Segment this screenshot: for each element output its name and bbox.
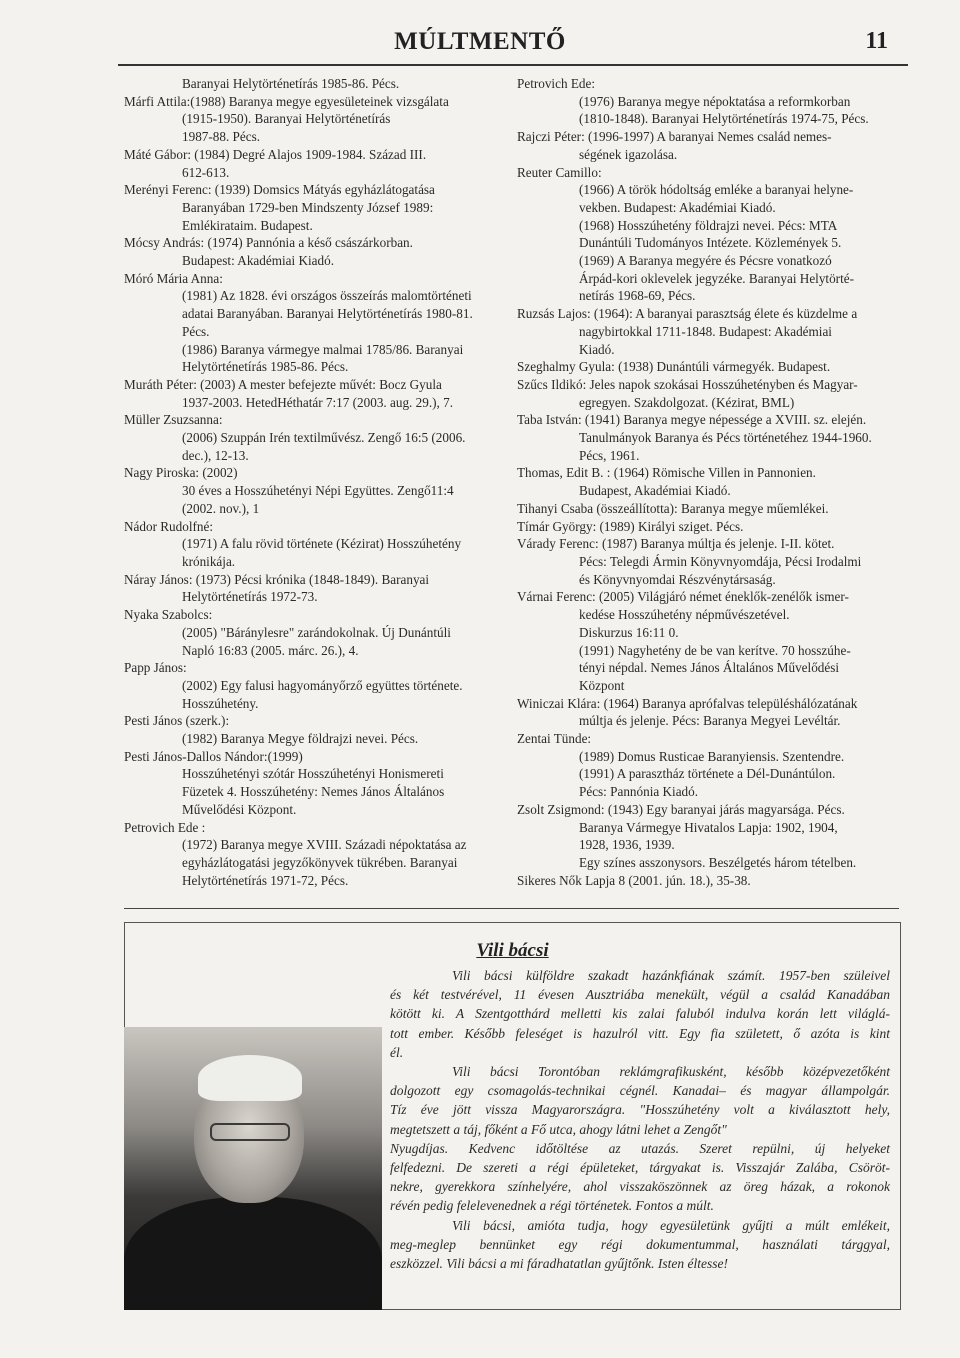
bibliography-line: Helytörténetírás 1971-72, Pécs. bbox=[182, 872, 349, 888]
bibliography-line: Helytörténetírás 1972-73. bbox=[182, 589, 318, 605]
bibliography-line: (1972) Baranya megye XVIII. Századi népoktatása az bbox=[182, 837, 467, 853]
bibliography-line: kedése Hosszúhetény népművészetével. bbox=[579, 607, 790, 623]
bibliography-line: Helytörténetírás 1985-86. Pécs. bbox=[182, 359, 349, 375]
bibliography-line: Diskurzus 16:11 0. bbox=[579, 624, 679, 640]
story-line: révén pedig felelevenednek a régi történetek. Fontos a múlt. bbox=[390, 1198, 714, 1214]
bibliography-line: (1810-1848). Baranyai Helytörténetírás 1974-75, Pécs. bbox=[579, 111, 869, 127]
bibliography-line: (2002) Egy falusi hagyományőrző együttes története. bbox=[182, 677, 463, 693]
story-line: Nyugdíjas. Kedvenc időtöltése az utazás. Szeret repülni, új helyeket bbox=[390, 1140, 890, 1156]
bibliography-line: Szeghalmy Gyula: (1938) Dunántúli vármegyék. Budapest. bbox=[517, 359, 831, 375]
bibliography-line: 1937-2003. HetedHéthatár 7:17 (2003. aug. 29.), 7. bbox=[182, 394, 454, 410]
bibliography-line: Ruzsás Lajos: (1964): A baranyai parasztság élete és küzdelme a bbox=[517, 306, 858, 322]
bibliography-line: Budapest, Akadémiai Kiadó. bbox=[579, 483, 731, 499]
bibliography-line: Náray János: (1973) Pécsi krónika (1848-1849). Baranyai bbox=[124, 571, 430, 587]
bibliography-line: múltja és jelenje. Pécs: Baranya Megyei Levéltár. bbox=[579, 713, 841, 729]
bibliography-line: Hosszúhetény. bbox=[182, 695, 259, 711]
story-line: Vili bácsi külföldre szakadt hazánkfiának számít. 1957-ben szüleivel bbox=[452, 968, 890, 983]
bibliography-line: 1928, 1936, 1939. bbox=[579, 837, 675, 853]
story-line: eszközzel. Vili bácsi a mi fáradhatatlan gyűjtőnk. Isten éltesse! bbox=[390, 1256, 728, 1272]
bibliography-line: Szűcs Ildikó: Jeles napok szokásai Hosszúhetényben és Magyar- bbox=[517, 376, 858, 392]
bibliography-right-column bbox=[517, 75, 902, 889]
bibliography-line: Pécs, 1961. bbox=[579, 447, 640, 463]
bibliography-line: (1986) Baranya vármegye malmai 1785/86. Baranyai bbox=[182, 341, 464, 357]
bibliography-line: adatai Baranyában. Baranyai Helytörténetírás 1980-81. bbox=[182, 306, 473, 322]
header-rule bbox=[118, 64, 908, 66]
bibliography-line: Nagy Piroska: (2002) bbox=[124, 465, 238, 481]
bibliography-line: Pesti János-Dallos Nándor:(1999) bbox=[124, 748, 303, 764]
bibliography-line: Baranyai Helytörténetírás 1985-86. Pécs. bbox=[182, 76, 400, 91]
bibliography-line: dec.), 12-13. bbox=[182, 447, 249, 463]
bibliography-line: egyházlátogatási jegyzőkönyvek tükrében. Baranyai bbox=[182, 854, 458, 870]
photo-hair bbox=[198, 1055, 302, 1101]
bibliography-line: Tímár György: (1989) Királyi sziget. Pécs. bbox=[517, 518, 744, 534]
bibliography-line: (1969) A Baranya megyére és Pécsre vonatkozó bbox=[579, 253, 832, 269]
bibliography-line: (2006) Szuppán Irén textilművész. Zengő 16:5 (2006. bbox=[182, 430, 466, 446]
bibliography-line: (1968) Hosszúhetény földrajzi nevei. Pécs: MTA bbox=[579, 217, 838, 233]
bibliography-line: Füzetek 4. Hosszúhetény: Nemes János Általános bbox=[182, 784, 445, 800]
bibliography-line: (1991) A parasztház története a Dél-Dunántúlon. bbox=[579, 766, 836, 782]
bibliography-line: Tihanyi Csaba (összeállította): Baranya megye műemlékei. bbox=[517, 500, 829, 516]
bibliography-line: Pécs. bbox=[182, 323, 210, 339]
bibliography-line: (1976) Baranya megye népoktatása a reformkorban bbox=[579, 93, 851, 109]
story-text bbox=[390, 966, 890, 1273]
bibliography-line: Budapest: Akadémiai Kiadó. bbox=[182, 253, 334, 269]
photo-glasses bbox=[210, 1123, 290, 1141]
bibliography-line: Egy színes asszonysors. Beszélgetés három tételben. bbox=[579, 854, 857, 870]
bibliography-line: tényi népdal. Nemes János Általános Művelődési bbox=[579, 660, 840, 676]
bibliography-line: Márfi Attila:(1988) Baranya megye egyesületeinek vizsgálata bbox=[124, 93, 449, 109]
bibliography-line: Reuter Camillo: bbox=[517, 164, 602, 180]
bibliography-line: Emlékirataim. Budapest. bbox=[182, 217, 313, 233]
bibliography-line: krónikája. bbox=[182, 553, 236, 569]
bibliography-line: Nádor Rudolfné: bbox=[124, 518, 213, 534]
bibliography-line: Tanulmányok Baranya és Pécs történetéhez 1944-1960. bbox=[579, 430, 872, 446]
bibliography-line: egregyen. Szakdolgozat. (Kézirat, BML) bbox=[579, 394, 795, 410]
bibliography-line: netírás 1968-69, Pécs. bbox=[579, 288, 696, 304]
bibliography-line: Winiczai Klára: (1964) Baranya aprófalvas településhálózatának bbox=[517, 695, 858, 711]
bibliography-line: Merényi Ferenc: (1939) Domsics Mátyás egyházlátogatása bbox=[124, 182, 435, 198]
bibliography-line: Mócsy András: (1974) Pannónia a késő császárkorban. bbox=[124, 235, 413, 251]
bibliography-line: 1987-88. Pécs. bbox=[182, 129, 261, 145]
story-line: megtetszett a táj, főként a Fő utca, ahogy látni lehet a Zengőt" bbox=[390, 1121, 727, 1137]
story-line: Tíz éve jött vissza Magyarországra. "Hosszúhetény volt a kiválasztott hely, bbox=[390, 1102, 890, 1118]
portrait-photo bbox=[124, 1027, 382, 1310]
bibliography-line: Baranyában 1729-ben Mindszenty József 1989: bbox=[182, 199, 434, 215]
bibliography-line: nagybirtokkal 1711-1848. Budapest: Akadémiai bbox=[579, 323, 832, 339]
bibliography-line: Nyaka Szabolcs: bbox=[124, 607, 213, 623]
bibliography-line: Sikeres Nők Lapja 8 (2001. jún. 18.), 35-38. bbox=[517, 872, 751, 888]
bibliography-line: Művelődési Központ. bbox=[182, 801, 297, 817]
bibliography-line: vekben. Budapest: Akadémiai Kiadó. bbox=[579, 199, 776, 215]
bibliography-line: ségének igazolása. bbox=[579, 146, 678, 162]
bibliography-line: (1989) Domus Rusticae Baranyiensis. Szentendre. bbox=[579, 748, 845, 764]
bibliography-line: Zentai Tünde: bbox=[517, 731, 592, 747]
bibliography-line: és Könyvnyomdai Részvénytársaság. bbox=[579, 571, 776, 587]
bibliography-line: Dunántúli Tudományos Intézete. Közlemények 5. bbox=[579, 235, 842, 251]
bibliography-line: (1981) Az 1828. évi országos összeírás malomtörténeti bbox=[182, 288, 472, 304]
bibliography-line: Taba István: (1941) Baranya megye népessége a XVIII. sz. elején. bbox=[517, 412, 867, 428]
bibliography-line: Thomas, Edit B. : (1964) Römische Villen in Pannonien. bbox=[517, 465, 816, 481]
story-line: kötött ki. A Szentgotthárd melletti kis zalai faluból indulva korán lett világlá- bbox=[390, 1006, 890, 1022]
story-line: dolgozott egy csomagolás-technikai cégnél. Kanadai– és magyar állampolgár. bbox=[390, 1083, 890, 1099]
story-line: él. bbox=[390, 1044, 404, 1060]
bibliography-line: Pesti János (szerk.): bbox=[124, 713, 230, 729]
magazine-title: MÚLTMENTŐ bbox=[394, 28, 566, 55]
story-line: és két testvérével, 11 évesen Ausztriába menekült, végül a család Kanadában bbox=[390, 987, 890, 1003]
bibliography-line: Muráth Péter: (2003) A mester befejezte művét: Bocz Gyula bbox=[124, 376, 442, 392]
section-divider bbox=[124, 908, 899, 909]
bibliography-line: (2005) "Báránylesre" zarándokolnak. Új Dunántúli bbox=[182, 624, 451, 640]
story-line: nekre, gyerekkora színhelyére, ahol visszaköszönnek az öreg házak, a rokonok bbox=[390, 1179, 890, 1195]
bibliography-line: Papp János: bbox=[124, 660, 187, 676]
bibliography-line: Várady Ferenc: (1987) Baranya múltja és jelenje. I-II. kötet. bbox=[517, 536, 835, 552]
bibliography-line: Petrovich Ede: bbox=[517, 76, 596, 91]
story-line: tott ember. Később feleséget is hazulról vitt. Egy fia született, ő azóta is kint bbox=[390, 1025, 890, 1041]
bibliography-line: (1971) A falu rövid története (Kézirat) Hosszúhetény bbox=[182, 536, 462, 552]
bibliography-line: Hosszúhetényi szótár Hosszúhetényi Honismereti bbox=[182, 766, 444, 782]
bibliography-line: 30 éves a Hosszúhetényi Népi Együttes. Zengő11:4 bbox=[182, 483, 454, 499]
bibliography-line: Máté Gábor: (1984) Degré Alajos 1909-1984. Század III. bbox=[124, 146, 427, 162]
bibliography-line: Várnai Ferenc: (2005) Világjáró német éneklők-zenélők ismer- bbox=[517, 589, 849, 605]
page-number: 11 bbox=[865, 28, 888, 54]
bibliography-line: Pécs: Pannónia Kiadó. bbox=[579, 784, 699, 800]
page-header bbox=[0, 28, 960, 68]
bibliography-line: Napló 16:83 (2005. márc. 26.), 4. bbox=[182, 642, 359, 658]
bibliography-line: (1982) Baranya Megye földrajzi nevei. Pécs. bbox=[182, 731, 419, 747]
bibliography-line: (1966) A török hódoltság emléke a baranyai helyne- bbox=[579, 182, 854, 198]
bibliography-line: (1915-1950). Baranyai Helytörténetírás bbox=[182, 111, 391, 127]
bibliography-left-column bbox=[124, 75, 509, 889]
bibliography-line: Zsolt Zsigmond: (1943) Egy baranyai járás magyarsága. Pécs. bbox=[517, 801, 845, 817]
bibliography-line: Kiadó. bbox=[579, 341, 615, 357]
bibliography-line: Petrovich Ede : bbox=[124, 819, 206, 835]
bibliography-line: Árpád-kori oklevelek jegyzéke. Baranyai Helytörté- bbox=[579, 270, 854, 286]
story-line: felfedezni. De szereti a régi épületeket, tárgyakat is. Visszajár Zalába, Csöröt- bbox=[390, 1160, 890, 1176]
bibliography-line: Pécs: Telegdi Ármin Könyvnyomdája, Pécsi Irodalmi bbox=[579, 553, 862, 569]
bibliography-line: Rajczi Péter: (1996-1997) A baranyai Nemes család nemes- bbox=[517, 129, 832, 145]
bibliography-line: Baranya Vármegye Hivatalos Lapja: 1902, 1904, bbox=[579, 819, 838, 835]
photo-shoulders bbox=[124, 1197, 382, 1310]
story-line: Vili bácsi Torontóban reklámgrafikusként, később középvezetőként bbox=[452, 1064, 890, 1080]
bibliography-line: Központ bbox=[579, 677, 625, 693]
story-line: meg-meglep bennünket egy régi dokumentummal, használati tárggyal, bbox=[390, 1236, 890, 1252]
bibliography-line: (2002. nov.), 1 bbox=[182, 500, 260, 516]
story-line: Vili bácsi, amióta tudja, hogy egyesületünk gyűjti a múlt emlékeit, bbox=[452, 1217, 890, 1233]
bibliography-line: Müller Zsuzsanna: bbox=[124, 412, 223, 428]
bibliography-line: Móró Mária Anna: bbox=[124, 270, 223, 286]
bibliography-line: (1991) Nagyhetény de be van kerítve. 70 hosszúhe- bbox=[579, 642, 851, 658]
story-title: Vili bácsi bbox=[476, 940, 549, 961]
bibliography-line: 612-613. bbox=[182, 164, 230, 180]
